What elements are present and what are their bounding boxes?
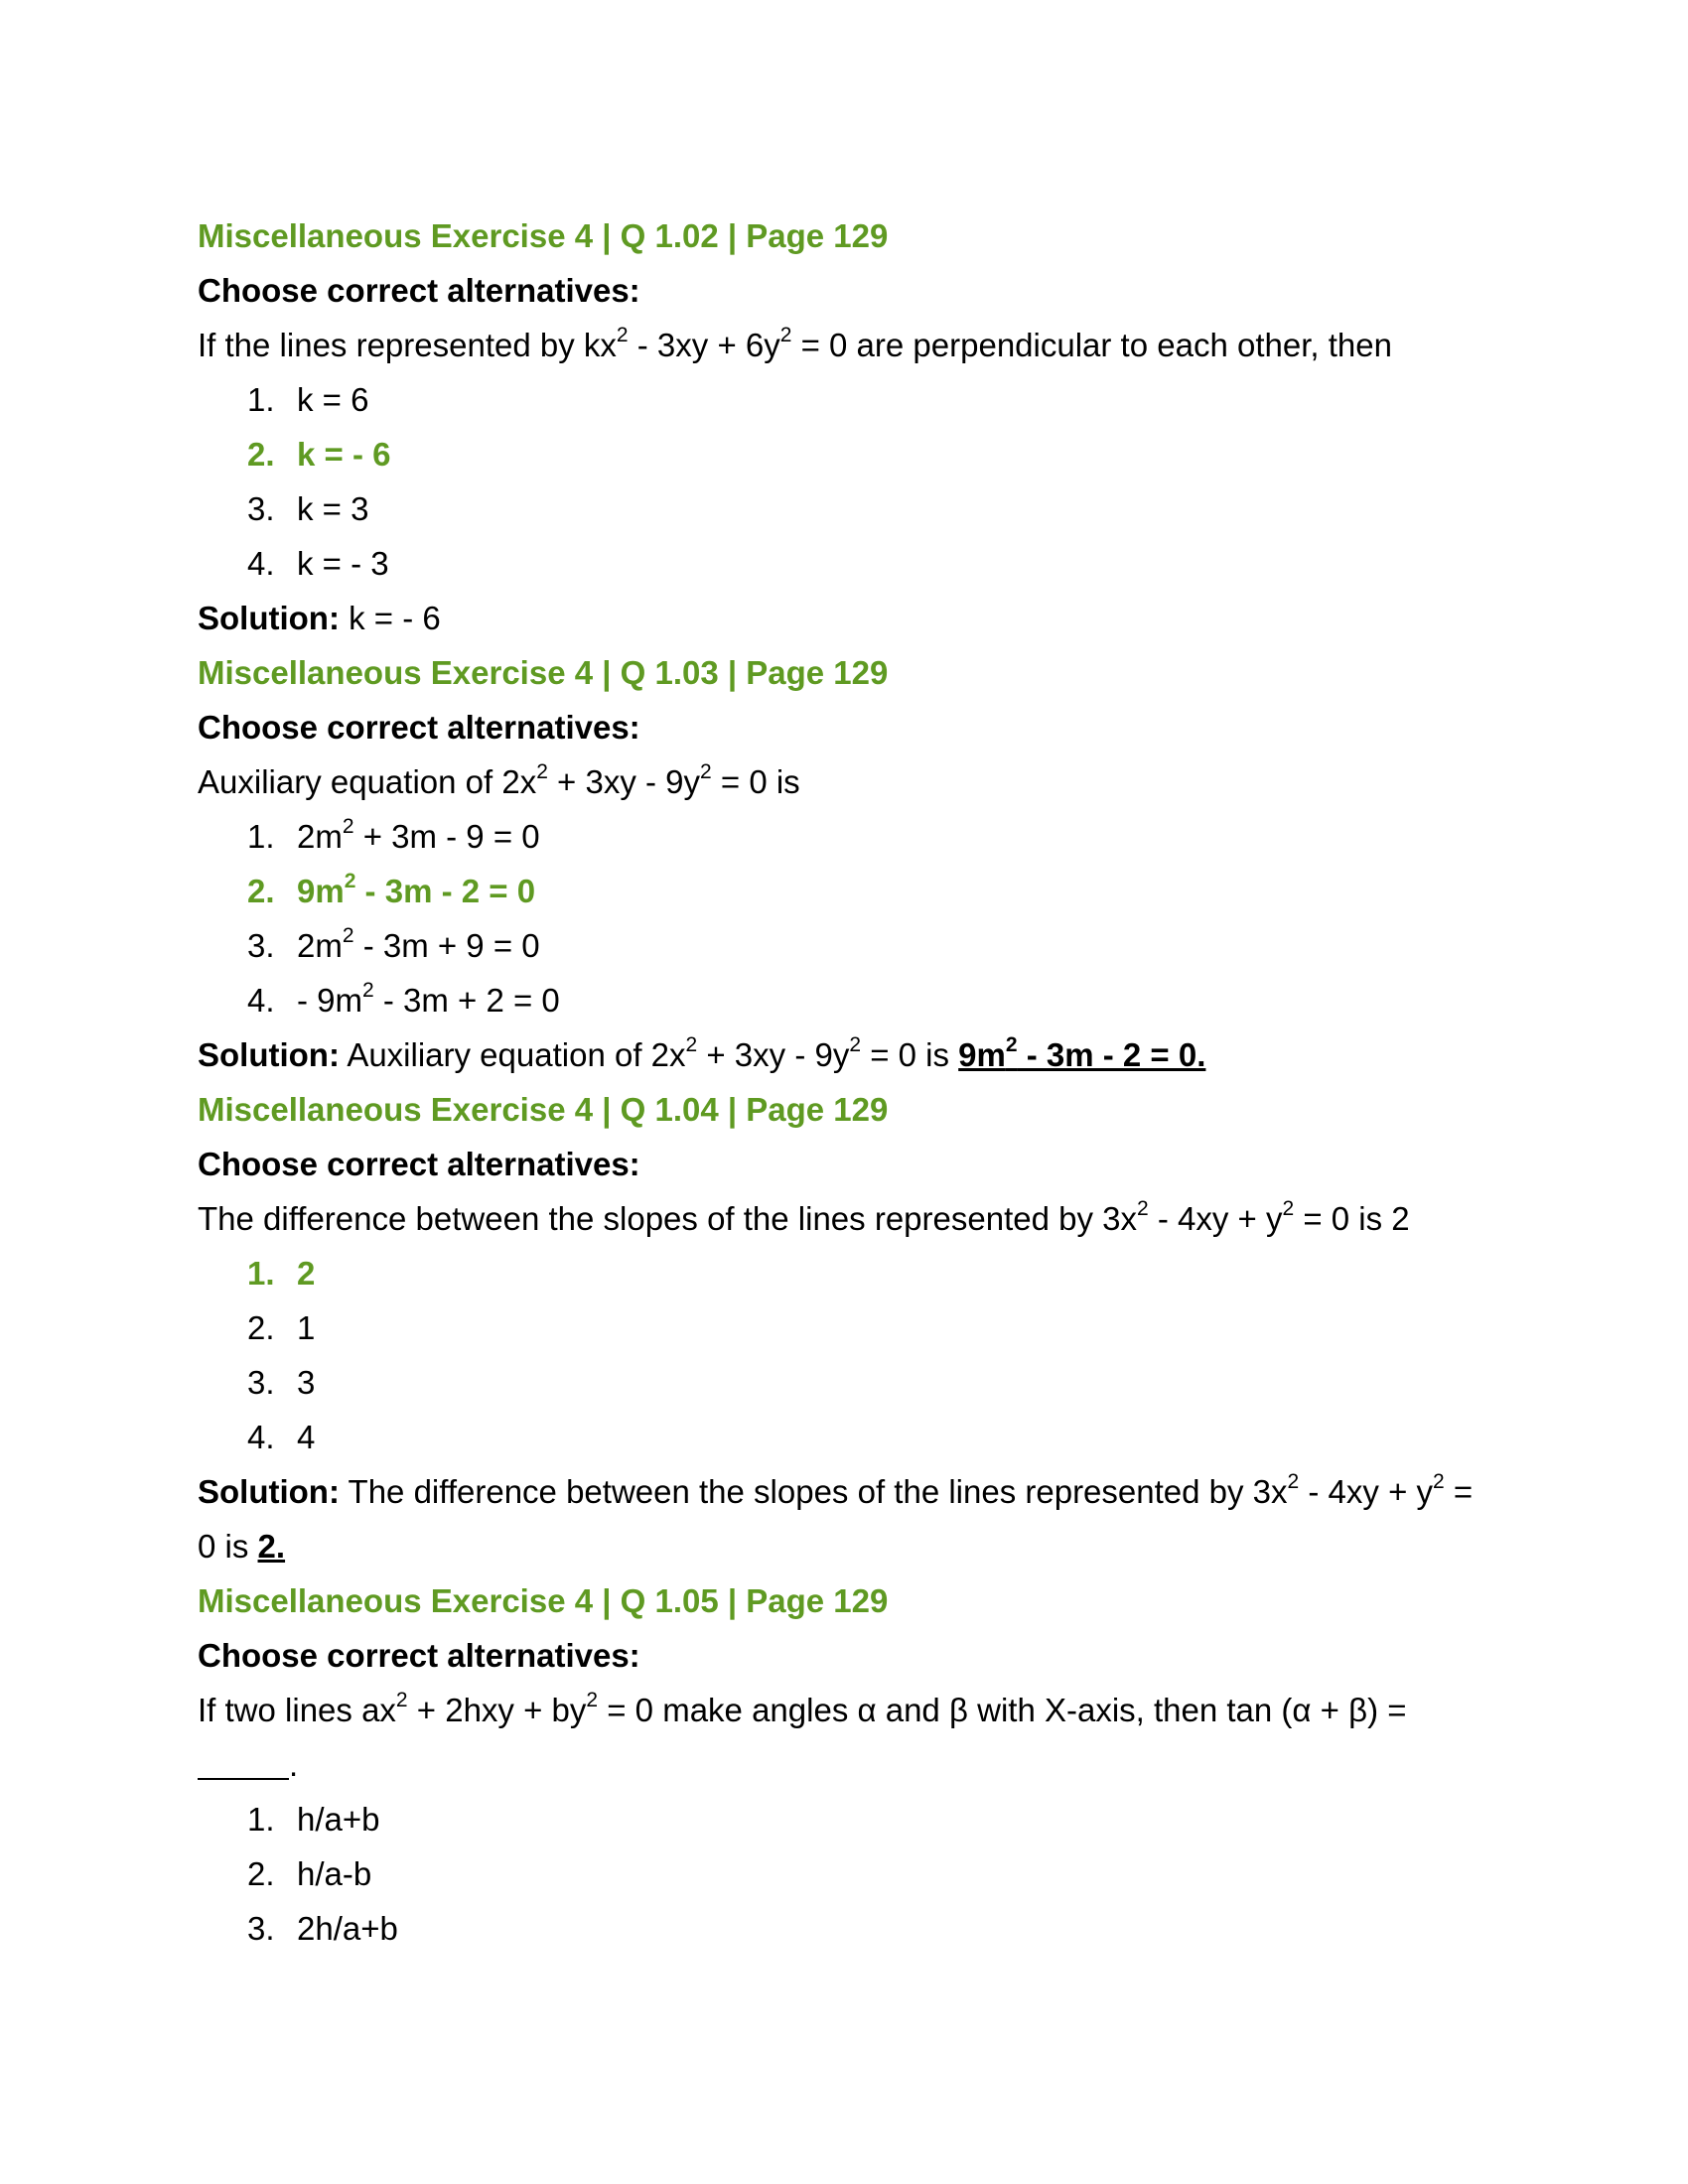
option-2: 2. 1: [247, 1309, 316, 1346]
option-1: 1. k = 6: [247, 381, 369, 418]
solution: Solution: k = - 6: [198, 600, 441, 636]
option-3: 3. k = 3: [247, 490, 369, 527]
solution: Solution: Auxiliary equation of $2x^2 + 3xy - 9y^2 = 0$ is $9m^2 - 3m - 2 = 0$.: [198, 1033, 1206, 1073]
option-2-correct: 2. $9m^2 - 3m - 2 = 0$: [247, 870, 536, 909]
exercise-heading: Miscellaneous Exercise 4 | Q 1.02 | Page 129: [198, 217, 889, 254]
answer-blank: [198, 1748, 289, 1780]
option-3: 3. $2m^2 - 3m + 9 = 0$: [247, 924, 540, 964]
exercise-heading: Miscellaneous Exercise 4 | Q 1.05 | Page 129: [198, 1582, 889, 1619]
solution-answer: 2.: [257, 1528, 286, 1565]
solution-continued: 0 is 2.: [198, 1528, 286, 1565]
exercise-heading: Miscellaneous Exercise 4 | Q 1.03 | Page 129: [198, 654, 889, 691]
solution-answer: $9m^2 - 3m - 2 = 0$.: [958, 1033, 1206, 1073]
answer-blank-line: .: [198, 1737, 1488, 1792]
exercise-heading: Miscellaneous Exercise 4 | Q 1.04 | Page 129: [198, 1091, 889, 1128]
instruction: Choose correct alternatives:: [198, 272, 640, 309]
option-4: 4. - $9m^2 - 3m + 2 = 0$: [247, 979, 560, 1019]
solution: Solution: The difference between the slopes of the lines represented by $3x^2 - 4xy + y^2$ =: [198, 1470, 1474, 1510]
question-text: If two lines $ax^2 + 2hxy + by^2 = 0$ make angles α and β with X-axis, then tan (α + β) =: [198, 1689, 1407, 1728]
question-text: The difference between the slopes of the lines represented by $3x^2 - 4xy + y^2 = 0$ is 2: [198, 1197, 1410, 1237]
option-4: 4. 4: [247, 1419, 316, 1455]
option-3: 3. 3: [247, 1364, 316, 1401]
question-text: If the lines represented by $kx^2 - 3xy + 6y^2 = 0$ are perpendicular to each other, then: [198, 324, 1392, 363]
question-text: Auxiliary equation of $2x^2 + 3xy - 9y^2 = 0$ is: [198, 760, 800, 800]
option-4: 4. k = - 3: [247, 545, 389, 582]
option-1-correct: 1. 2: [247, 1255, 316, 1292]
option-1: 1. $2m^2 + 3m - 9 = 0$: [247, 815, 540, 855]
instruction: Choose correct alternatives:: [198, 1637, 640, 1674]
option-2-correct: 2. k = - 6: [247, 436, 391, 473]
option-1: 1. h/a+b: [247, 1801, 380, 1838]
option-2: 2. h/a-b: [247, 1855, 372, 1892]
exercise-content: [198, 208, 1488, 1956]
option-3: 3. 2h/a+b: [247, 1910, 398, 1947]
instruction: Choose correct alternatives:: [198, 709, 640, 746]
instruction: Choose correct alternatives:: [198, 1146, 640, 1182]
